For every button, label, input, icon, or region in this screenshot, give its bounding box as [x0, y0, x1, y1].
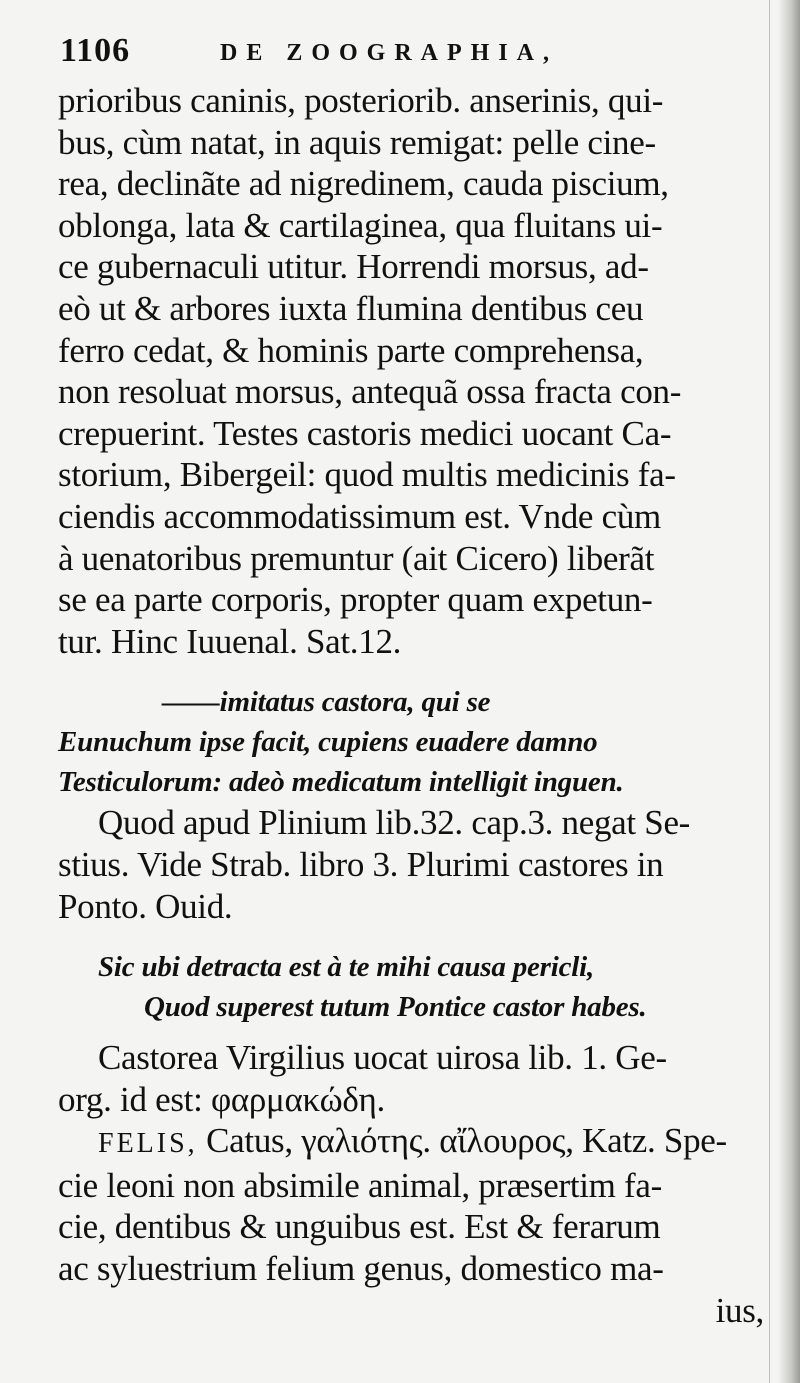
- text-line: ciendis accommodatissimum est. Vnde cùm: [58, 496, 661, 536]
- text-line: se ea parte corporis, propter quam expetun-: [58, 580, 653, 620]
- text-line: oblonga, lata & cartilaginea, qua fluitans ui-: [58, 205, 663, 245]
- text-line: stius. Vide Strab. libro 3. Plurimi castores in: [58, 844, 664, 884]
- text-line: ac syluestrium felium genus, domestico ma-: [58, 1249, 664, 1289]
- text-line: bus, cùm natat, in aquis remigat: pelle cine-: [58, 122, 656, 162]
- paragraph-virgil-reference: [58, 1037, 768, 1120]
- text-line: prioribus caninis, posteriorib. anserinis, qui-: [58, 81, 664, 120]
- text-line: Ponto. Ouid.: [58, 886, 233, 926]
- text-line: eò ut & arbores iuxta flumina dentibus ceu: [58, 288, 644, 328]
- running-head: DE ZOOGRAPHIA,: [220, 40, 559, 66]
- verse-line: Quod superest tutum Pontice castor habes.: [144, 991, 647, 1024]
- paragraph-felis-entry: [58, 1120, 768, 1331]
- page-header: [60, 30, 760, 80]
- verse-line: ——imitatus castora, qui se: [162, 686, 491, 719]
- text-line: FELIS, Catus, γαλιότης. αἴλουρος, Katz. Spe-: [98, 1121, 727, 1161]
- verse-quotation-ovid: [58, 947, 768, 1027]
- verse-quotation-juvenal: [58, 682, 768, 802]
- page-number: 1106: [60, 32, 131, 69]
- body-text: [58, 80, 768, 1331]
- text-line: Castorea Virgilius uocat uirosa lib. 1. Ge-: [98, 1038, 667, 1078]
- text-line: ius,: [715, 1290, 764, 1330]
- text-line: crepuerint. Testes castoris medici uocant Ca-: [58, 413, 672, 453]
- text-line: à uenatoribus premuntur (ait Cicero) liberãt: [58, 538, 655, 578]
- text-line: cie leoni non absimile animal, præsertim fa-: [58, 1165, 662, 1205]
- verse-line: Testiculorum: adeò medicatum intelligit inguen.: [58, 766, 624, 799]
- verse-line: Eunuchum ipse facit, cupiens euadere damno: [58, 726, 598, 759]
- text-line: Quod apud Plinium lib.32. cap.3. negat Se-: [98, 803, 691, 843]
- text-line: storium, Bibergeil: quod multis medicinis fa-: [58, 455, 676, 495]
- text-line: cie, dentibus & unguibus est. Est & ferarum: [58, 1207, 661, 1247]
- verse-line: Sic ubi detracta est à te mihi causa pericli,: [98, 951, 595, 984]
- paragraph-pliny-reference: [58, 802, 768, 927]
- text-line: tur. Hinc Iuuenal. Sat.12.: [58, 621, 402, 661]
- text-line: ce gubernaculi utitur. Horrendi morsus, ad-: [58, 247, 649, 287]
- text-line: rea, declinãte ad nigredinem, cauda piscium,: [58, 164, 669, 204]
- entry-headword: FELIS,: [98, 1128, 198, 1160]
- text-line: org. id est: φαρμακώδη.: [58, 1079, 385, 1119]
- page-gutter-shadow: [778, 0, 800, 1383]
- paragraph-beaver-description: [58, 80, 768, 662]
- text-line: ferro cedat, & hominis parte comprehensa,: [58, 330, 644, 370]
- page-edge-line: [769, 0, 770, 1383]
- text-line: non resoluat morsus, antequã ossa fracta con-: [58, 372, 682, 412]
